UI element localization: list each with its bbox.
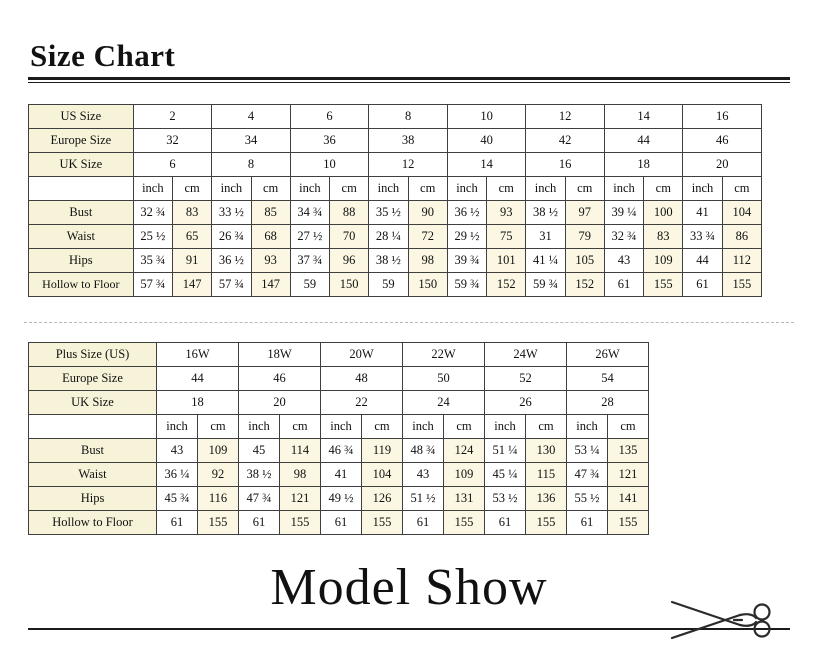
standard-size-chart	[28, 104, 762, 297]
cell-bust-cm-6: 100	[644, 201, 683, 225]
cell-eu-size-4: 40	[447, 129, 526, 153]
plus-unit-cm-4: cm	[526, 415, 567, 439]
table-row-plus-hips	[29, 487, 649, 511]
cell-plus-eu-2: 48	[321, 367, 403, 391]
section-divider	[24, 322, 794, 323]
table-row-plus-uk-size	[29, 391, 649, 415]
cell-hollow-inch-6: 61	[604, 273, 643, 297]
table-row-bust	[29, 201, 762, 225]
unit-inch-0: inch	[133, 177, 172, 201]
cell-plus-hips-inch-2: 49 ½	[321, 487, 362, 511]
cell-waist-cm-1: 68	[251, 225, 290, 249]
cell-plus-hips-inch-4: 53 ½	[485, 487, 526, 511]
cell-waist-inch-5: 31	[526, 225, 565, 249]
unit-inch-4: inch	[447, 177, 486, 201]
cell-plus-uk-5: 28	[567, 391, 649, 415]
cell-plus-size-2: 20W	[321, 343, 403, 367]
table-row-plus-bust	[29, 439, 649, 463]
cell-plus-hips-cm-1: 121	[280, 487, 321, 511]
standard-size-table	[28, 104, 762, 297]
row-label-europe-size: Europe Size	[29, 129, 134, 153]
unit-cm-5: cm	[565, 177, 604, 201]
cell-plus-bust-cm-0: 109	[198, 439, 239, 463]
unit-cm-1: cm	[251, 177, 290, 201]
cell-bust-cm-0: 83	[172, 201, 211, 225]
cell-plus-bust-inch-3: 48 ¾	[403, 439, 444, 463]
row-label-plus-waist: Waist	[29, 463, 157, 487]
cell-hips-cm-0: 91	[172, 249, 211, 273]
cell-plus-size-4: 24W	[485, 343, 567, 367]
cell-us-size-4: 10	[447, 105, 526, 129]
cell-plus-bust-cm-5: 135	[608, 439, 649, 463]
cell-plus-bust-cm-3: 124	[444, 439, 485, 463]
cell-plus-uk-3: 24	[403, 391, 485, 415]
cell-hollow-inch-5: 59 ¾	[526, 273, 565, 297]
cell-plus-bust-inch-1: 45	[239, 439, 280, 463]
unit-row-spacer	[29, 177, 134, 201]
plus-size-chart	[28, 342, 649, 535]
cell-plus-eu-3: 50	[403, 367, 485, 391]
cell-plus-waist-inch-1: 38 ½	[239, 463, 280, 487]
cell-us-size-0: 2	[133, 105, 212, 129]
cell-hollow-inch-2: 59	[290, 273, 329, 297]
cell-eu-size-7: 46	[683, 129, 762, 153]
cell-plus-eu-0: 44	[157, 367, 239, 391]
row-label-bust: Bust	[29, 201, 134, 225]
cell-plus-hips-inch-0: 45 ¾	[157, 487, 198, 511]
cell-eu-size-0: 32	[133, 129, 212, 153]
cell-plus-waist-cm-1: 98	[280, 463, 321, 487]
cell-hips-inch-2: 37 ¾	[290, 249, 329, 273]
cell-uk-size-6: 18	[604, 153, 683, 177]
cell-hips-inch-6: 43	[604, 249, 643, 273]
cell-bust-inch-7: 41	[683, 201, 722, 225]
unit-cm-6: cm	[644, 177, 683, 201]
table-row-europe-size	[29, 129, 762, 153]
cell-hollow-inch-7: 61	[683, 273, 722, 297]
plus-unit-inch-1: inch	[239, 415, 280, 439]
row-label-hips: Hips	[29, 249, 134, 273]
plus-unit-inch-3: inch	[403, 415, 444, 439]
plus-unit-inch-5: inch	[567, 415, 608, 439]
cell-plus-bust-inch-2: 46 ¾	[321, 439, 362, 463]
cell-plus-uk-4: 26	[485, 391, 567, 415]
cell-plus-hips-cm-0: 116	[198, 487, 239, 511]
cell-hollow-cm-0: 147	[172, 273, 211, 297]
cell-uk-size-0: 6	[133, 153, 212, 177]
cell-hollow-inch-3: 59	[369, 273, 408, 297]
cell-hips-cm-6: 109	[644, 249, 683, 273]
unit-inch-7: inch	[683, 177, 722, 201]
cell-waist-inch-3: 28 ¼	[369, 225, 408, 249]
cell-plus-waist-cm-5: 121	[608, 463, 649, 487]
cell-eu-size-1: 34	[212, 129, 291, 153]
cell-plus-waist-cm-3: 109	[444, 463, 485, 487]
cell-us-size-6: 14	[604, 105, 683, 129]
cell-waist-inch-6: 32 ¾	[604, 225, 643, 249]
row-label-plus-hollow-to-floor: Hollow to Floor	[29, 511, 157, 535]
title-divider	[28, 77, 790, 83]
cell-hips-cm-1: 93	[251, 249, 290, 273]
row-label-us-size: US Size	[29, 105, 134, 129]
cell-us-size-1: 4	[212, 105, 291, 129]
cell-eu-size-3: 38	[369, 129, 448, 153]
unit-inch-3: inch	[369, 177, 408, 201]
cell-bust-inch-0: 32 ¾	[133, 201, 172, 225]
cell-waist-inch-7: 33 ¾	[683, 225, 722, 249]
cell-plus-hollow-inch-3: 61	[403, 511, 444, 535]
cell-plus-hips-cm-2: 126	[362, 487, 403, 511]
cell-plus-bust-cm-4: 130	[526, 439, 567, 463]
cell-us-size-7: 16	[683, 105, 762, 129]
cell-plus-size-1: 18W	[239, 343, 321, 367]
cell-bust-inch-6: 39 ¼	[604, 201, 643, 225]
row-label-waist: Waist	[29, 225, 134, 249]
cell-waist-cm-0: 65	[172, 225, 211, 249]
cell-hollow-inch-1: 57 ¾	[212, 273, 251, 297]
unit-cm-2: cm	[330, 177, 369, 201]
plus-unit-cm-1: cm	[280, 415, 321, 439]
cell-eu-size-5: 42	[526, 129, 605, 153]
table-row-plus-size	[29, 343, 649, 367]
cell-hollow-inch-0: 57 ¾	[133, 273, 172, 297]
table-row-plus-waist	[29, 463, 649, 487]
cell-hips-inch-1: 36 ½	[212, 249, 251, 273]
cell-plus-bust-cm-2: 119	[362, 439, 403, 463]
cell-plus-hips-cm-4: 136	[526, 487, 567, 511]
cell-waist-inch-2: 27 ½	[290, 225, 329, 249]
table-row-units	[29, 177, 762, 201]
plus-unit-cm-2: cm	[362, 415, 403, 439]
cell-bust-inch-3: 35 ½	[369, 201, 408, 225]
cell-hollow-cm-2: 150	[330, 273, 369, 297]
cell-bust-cm-7: 104	[722, 201, 761, 225]
cell-uk-size-1: 8	[212, 153, 291, 177]
cell-hips-inch-7: 44	[683, 249, 722, 273]
row-label-plus-bust: Bust	[29, 439, 157, 463]
cell-plus-uk-0: 18	[157, 391, 239, 415]
table-row-plus-europe-size	[29, 367, 649, 391]
cell-us-size-5: 12	[526, 105, 605, 129]
table-row-hollow-to-floor	[29, 273, 762, 297]
cell-plus-uk-2: 22	[321, 391, 403, 415]
cell-hips-cm-5: 105	[565, 249, 604, 273]
cell-plus-hips-inch-3: 51 ½	[403, 487, 444, 511]
cell-plus-waist-cm-0: 92	[198, 463, 239, 487]
table-row-plus-units	[29, 415, 649, 439]
plus-unit-row-spacer	[29, 415, 157, 439]
cell-bust-cm-1: 85	[251, 201, 290, 225]
unit-inch-2: inch	[290, 177, 329, 201]
cell-plus-eu-1: 46	[239, 367, 321, 391]
cell-hips-inch-4: 39 ¾	[447, 249, 486, 273]
cell-plus-hollow-inch-5: 61	[567, 511, 608, 535]
plus-unit-cm-5: cm	[608, 415, 649, 439]
cell-hollow-cm-4: 152	[487, 273, 526, 297]
table-row-uk-size	[29, 153, 762, 177]
plus-unit-inch-0: inch	[157, 415, 198, 439]
cell-hips-cm-7: 112	[722, 249, 761, 273]
cell-plus-waist-cm-4: 115	[526, 463, 567, 487]
cell-hips-cm-3: 98	[408, 249, 447, 273]
cell-plus-hollow-cm-1: 155	[280, 511, 321, 535]
cell-uk-size-3: 12	[369, 153, 448, 177]
cell-plus-uk-1: 20	[239, 391, 321, 415]
cell-waist-cm-2: 70	[330, 225, 369, 249]
table-row-waist	[29, 225, 762, 249]
plus-unit-cm-3: cm	[444, 415, 485, 439]
cell-plus-bust-inch-0: 43	[157, 439, 198, 463]
cell-plus-eu-4: 52	[485, 367, 567, 391]
cell-plus-bust-inch-5: 53 ¼	[567, 439, 608, 463]
unit-inch-1: inch	[212, 177, 251, 201]
row-label-hollow-to-floor: Hollow to Floor	[29, 273, 134, 297]
cell-hollow-cm-5: 152	[565, 273, 604, 297]
cell-plus-hips-cm-3: 131	[444, 487, 485, 511]
cell-uk-size-2: 10	[290, 153, 369, 177]
cell-plus-size-5: 26W	[567, 343, 649, 367]
unit-inch-5: inch	[526, 177, 565, 201]
cell-hollow-cm-6: 155	[644, 273, 683, 297]
cell-plus-hollow-cm-5: 155	[608, 511, 649, 535]
cell-plus-hollow-inch-2: 61	[321, 511, 362, 535]
cell-plus-waist-inch-0: 36 ¼	[157, 463, 198, 487]
row-label-uk-size: UK Size	[29, 153, 134, 177]
cell-plus-hips-inch-1: 47 ¾	[239, 487, 280, 511]
cell-eu-size-2: 36	[290, 129, 369, 153]
cell-waist-inch-1: 26 ¾	[212, 225, 251, 249]
cell-plus-bust-cm-1: 114	[280, 439, 321, 463]
cell-us-size-2: 6	[290, 105, 369, 129]
cell-uk-size-4: 14	[447, 153, 526, 177]
cell-plus-hollow-inch-0: 61	[157, 511, 198, 535]
cell-bust-cm-4: 93	[487, 201, 526, 225]
plus-size-table	[28, 342, 649, 535]
cell-hollow-inch-4: 59 ¾	[447, 273, 486, 297]
unit-inch-6: inch	[604, 177, 643, 201]
cell-bust-inch-4: 36 ½	[447, 201, 486, 225]
cell-uk-size-5: 16	[526, 153, 605, 177]
cell-bust-inch-1: 33 ½	[212, 201, 251, 225]
cell-plus-waist-inch-2: 41	[321, 463, 362, 487]
cell-bust-cm-5: 97	[565, 201, 604, 225]
row-label-plus-uk-size: UK Size	[29, 391, 157, 415]
cell-plus-eu-5: 54	[567, 367, 649, 391]
cell-plus-hollow-inch-1: 61	[239, 511, 280, 535]
page-title: Size Chart	[30, 38, 176, 73]
row-label-plus-size: Plus Size (US)	[29, 343, 157, 367]
plus-unit-inch-4: inch	[485, 415, 526, 439]
row-label-plus-hips: Hips	[29, 487, 157, 511]
cell-plus-hollow-cm-2: 155	[362, 511, 403, 535]
cell-plus-bust-inch-4: 51 ¼	[485, 439, 526, 463]
cell-plus-hips-inch-5: 55 ½	[567, 487, 608, 511]
cell-waist-cm-5: 79	[565, 225, 604, 249]
cell-hips-cm-2: 96	[330, 249, 369, 273]
cell-plus-waist-inch-5: 47 ¾	[567, 463, 608, 487]
cell-plus-hollow-cm-0: 155	[198, 511, 239, 535]
cell-plus-waist-inch-3: 43	[403, 463, 444, 487]
plus-unit-inch-2: inch	[321, 415, 362, 439]
table-row-hips	[29, 249, 762, 273]
cell-bust-cm-3: 90	[408, 201, 447, 225]
model-show-title: Model Show	[270, 559, 548, 616]
cell-waist-cm-4: 75	[487, 225, 526, 249]
cell-bust-inch-5: 38 ½	[526, 201, 565, 225]
cell-plus-hollow-inch-4: 61	[485, 511, 526, 535]
cell-bust-inch-2: 34 ¾	[290, 201, 329, 225]
cell-hollow-cm-3: 150	[408, 273, 447, 297]
cell-uk-size-7: 20	[683, 153, 762, 177]
cell-plus-hollow-cm-4: 155	[526, 511, 567, 535]
cell-hips-inch-0: 35 ¾	[133, 249, 172, 273]
unit-cm-3: cm	[408, 177, 447, 201]
table-row-plus-hollow-to-floor	[29, 511, 649, 535]
cell-eu-size-6: 44	[604, 129, 683, 153]
cell-hollow-cm-7: 155	[722, 273, 761, 297]
cell-plus-hollow-cm-3: 155	[444, 511, 485, 535]
cell-waist-inch-0: 25 ½	[133, 225, 172, 249]
cell-bust-cm-2: 88	[330, 201, 369, 225]
cell-hips-inch-3: 38 ½	[369, 249, 408, 273]
scissors-icon	[668, 592, 778, 648]
plus-unit-cm-0: cm	[198, 415, 239, 439]
cell-plus-waist-inch-4: 45 ¼	[485, 463, 526, 487]
cell-waist-cm-7: 86	[722, 225, 761, 249]
title-block	[28, 40, 790, 83]
row-label-plus-europe-size: Europe Size	[29, 367, 157, 391]
unit-cm-0: cm	[172, 177, 211, 201]
cell-plus-size-0: 16W	[157, 343, 239, 367]
cell-hips-cm-4: 101	[487, 249, 526, 273]
unit-cm-7: cm	[722, 177, 761, 201]
cell-us-size-3: 8	[369, 105, 448, 129]
cell-waist-inch-4: 29 ½	[447, 225, 486, 249]
cell-plus-waist-cm-2: 104	[362, 463, 403, 487]
cell-waist-cm-6: 83	[644, 225, 683, 249]
table-row-us-size	[29, 105, 762, 129]
cell-plus-size-3: 22W	[403, 343, 485, 367]
cell-plus-hips-cm-5: 141	[608, 487, 649, 511]
cell-waist-cm-3: 72	[408, 225, 447, 249]
cell-hips-inch-5: 41 ¼	[526, 249, 565, 273]
cell-hollow-cm-1: 147	[251, 273, 290, 297]
unit-cm-4: cm	[487, 177, 526, 201]
